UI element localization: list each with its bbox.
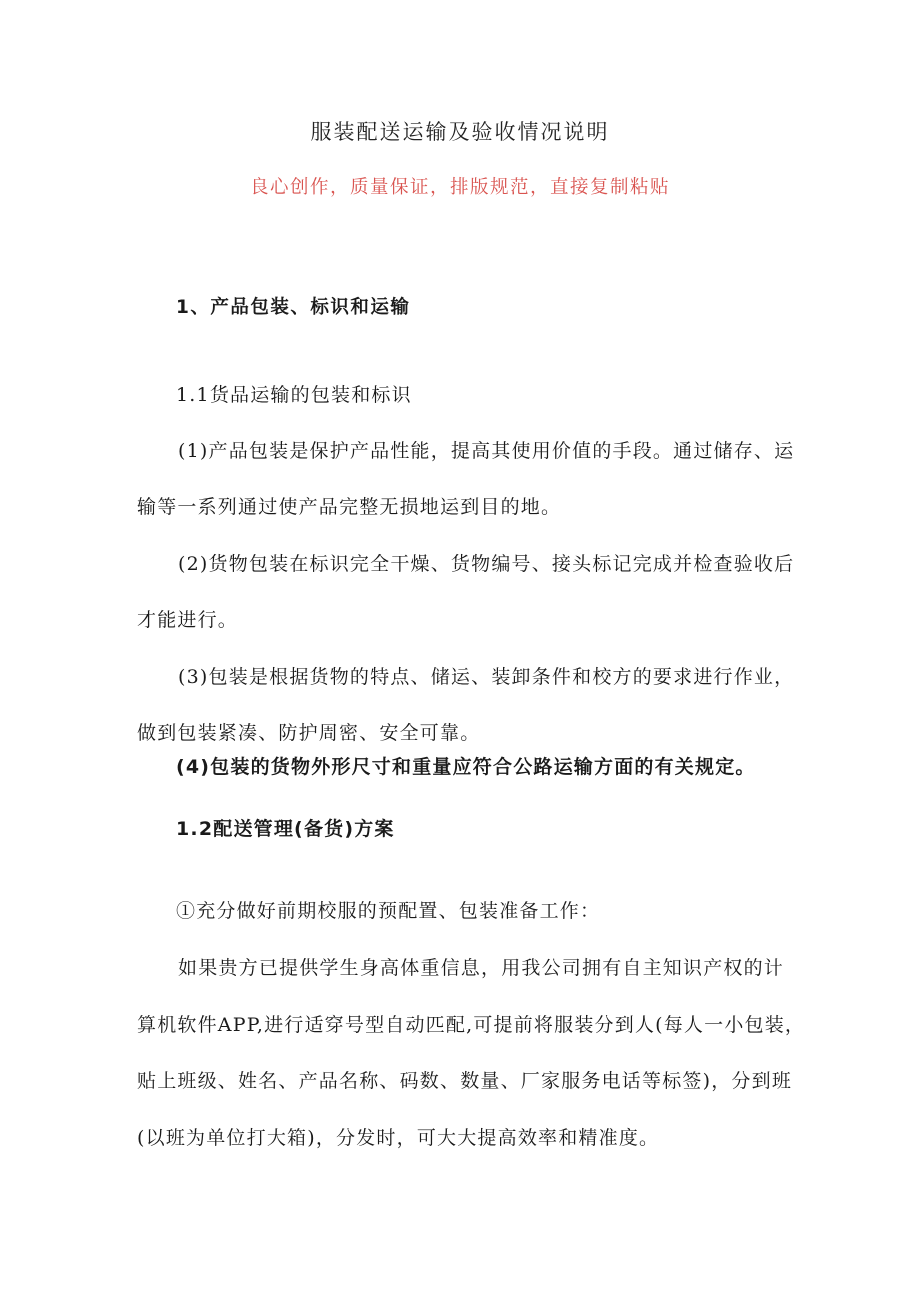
paragraph-line-3: 贴上班级、姓名、产品名称、码数、数量、厂家服务电话等标签)，分到班 (137, 1070, 793, 1092)
section-1-2-heading: 1.2配送管理(备货)方案 (176, 818, 395, 840)
document-subtitle: 良心创作，质量保证，排版规范，直接复制粘贴 (249, 177, 670, 198)
paragraph-line-1: 如果贵方已提供学生身高体重信息，用我公司拥有自主知识产权的计 (178, 957, 785, 979)
paragraph-line-4: (以班为单位打大箱)，分发时，可大大提高效率和精准度。 (137, 1127, 660, 1149)
item-3-line-2: 做到包装紧凑、防护周密、安全可靠。 (137, 722, 481, 744)
document-title: 服装配送运输及验收情况说明 (310, 120, 610, 144)
section-1-heading: 1、产品包装、标识和运输 (176, 297, 411, 318)
step-1: ①充分做好前期校服的预配置、包装准备工作： (176, 900, 601, 922)
item-2-line-1: (2)货物包装在标识完全干燥、货物编号、接头标记完成并检查验收后 (178, 553, 795, 575)
section-1-1-heading: 1.1货品运输的包装和标识 (176, 384, 412, 406)
item-3-line-1: (3)包装是根据货物的特点、储运、装卸条件和校方的要求进行作业， (178, 666, 795, 688)
item-2-line-2: 才能进行。 (137, 609, 239, 631)
item-1-line-1: (1)产品包装是保护产品性能，提高其使用价值的手段。通过储存、运 (178, 440, 795, 462)
item-1-line-2: 输等一系列通过使产品完整无损地运到目的地。 (137, 496, 562, 518)
paragraph-line-2: 算机软件APP,进行适穿号型自动匹配,可提前将服装分到人(每人一小包装， (137, 1014, 806, 1036)
item-4: (4)包装的货物外形尺寸和重量应符合公路运输方面的有关规定。 (176, 756, 756, 778)
